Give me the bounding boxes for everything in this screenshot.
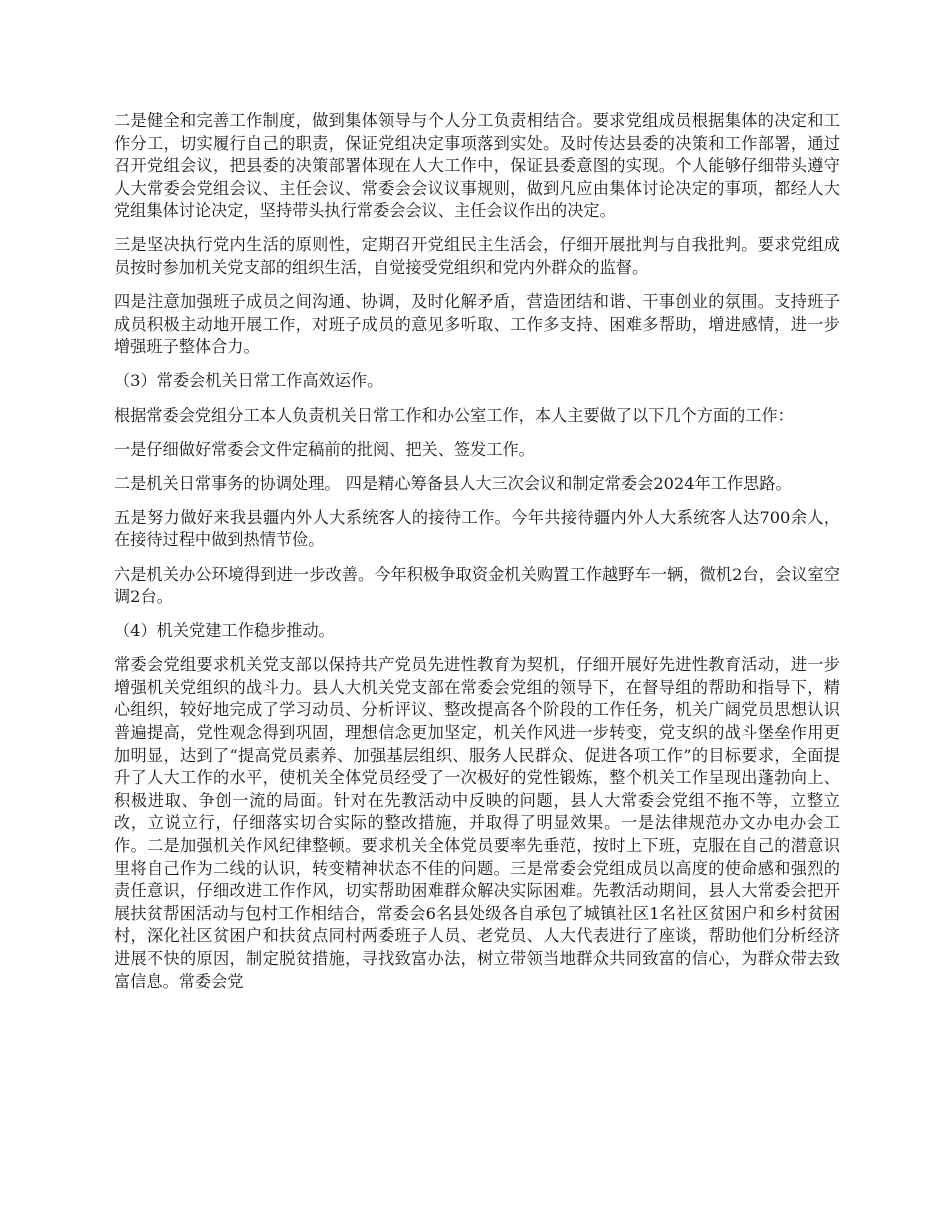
paragraph-institutional-rules: 二是健全和完善工作制度，做到集体领导与个人分工负责相结合。要求党组成员根据集体的决定和工作分工，切实履行自己的职责，保证党组决定事项落到实处。及时传达县委的决策和工作部署，通过召开党组会议，把县委的决策部署体现在人大工作中，保证县委意图的实现。个人能够仔细带头遵守人大常委会党组会议、主任会议、常委会会议议事规则，做到凡应由集体讨论决定的事项，都经人大党组集体讨论决定，坚持带头执行常委会会议、主任会议作出的决定。	[114, 111, 840, 221]
document-body	[114, 110, 840, 1005]
paragraph-document-review: 一是仔细做好常委会文件定稿前的批阅、把关、签发工作。	[114, 439, 535, 459]
paragraph-party-life: 三是坚决执行党内生活的原则性，定期召开党组民主生活会，仔细开展批判与自我批判。要求党组成员按时参加机关党支部的组织生活，自觉接受党组织和党内外群众的监督。	[114, 235, 840, 278]
section-heading-party-building: （4）机关党建工作稳步推动。	[114, 621, 335, 641]
paragraph-daily-work-intro: 根据常委会党组分工本人负责机关日常工作和办公室工作，本人主要做了以下几个方面的工作：	[114, 405, 794, 425]
paragraph-office-environment: 六是机关办公环境得到进一步改善。今年积极争取资金机关购置工作越野车一辆，微机2台，会议室空调2台。	[114, 564, 840, 607]
paragraph-guest-reception: 五是努力做好来我县疆内外人大系统客人的接待工作。今年共接待疆内外人大系统客人达700余人，在接待过程中做到热情节俭。	[114, 507, 840, 550]
paragraph-affairs-coordination: 二是机关日常事务的协调处理。 四是精心筹备县人大三次会议和制定常委会2024年工作思路。	[114, 473, 792, 493]
paragraph-team-coordination: 四是注意加强班子成员之间沟通、协调，及时化解矛盾，营造团结和谐、干事创业的氛围。支持班子成员积极主动地开展工作，对班子成员的意见多听取、工作多支持、困难多帮助，增进感情，进一步增强班子整体合力。	[114, 292, 840, 357]
section-heading-daily-work: （3）常委会机关日常工作高效运作。	[114, 371, 384, 391]
paragraph-party-building-detail: 常委会党组要求机关党支部以保持共产党员先进性教育为契机，仔细开展好先进性教育活动，进一步增强机关党组织的战斗力。县人大机关党支部在常委会党组的领导下，在督导组的帮助和指导下，精心组织，较好地完成了学习动员、分析评议、整改提高各个阶段的工作任务，机关广阔党员思想认识普遍提高，党性观念得到巩固，理想信念更加坚定，机关作风进一步转变，党支织的战斗堡垒作用更加明显，达到了“提高党员素养、加强基层组织、服务人民群众、促进各项工作”的目标要求，全面提升了人大工作的水平，使机关全体党员经受了一次极好的党性锻炼，整个机关工作呈现出蓬勃向上、积极进取、争创一流的局面。针对在先教活动中反映的问题，县人大常委会党组不拖不等，立整立改，立说立行，仔细落实切合实际的整改措施，并取得了明显效果。一是法律规范办文办电办会工作。二是加强机关作风纪律整顿。要求机关全体党员要率先垂范，按时上下班，克服在自己的潜意识里将自己作为二线的认识，转变精神状态不佳的问题。三是常委会党组成员以高度的使命感和强烈的责任意识，仔细改进工作作风，切实帮助困难群众解决实际困难。先教活动期间，县人大常委会把开展扶贫帮困活动与包村工作相结合，常委会6名县处级各自承包了城镇社区1名社区贫困户和乡村贫困村，深化社区贫困户和扶贫点同村两委班子人员、老党员、人大代表进行了座谈，帮助他们分析经济进展不快的原因，制定脱贫措施，寻找致富办法，树立带领当地群众共同致富的信心，为群众带去致富信息。常委会党	[114, 655, 840, 991]
